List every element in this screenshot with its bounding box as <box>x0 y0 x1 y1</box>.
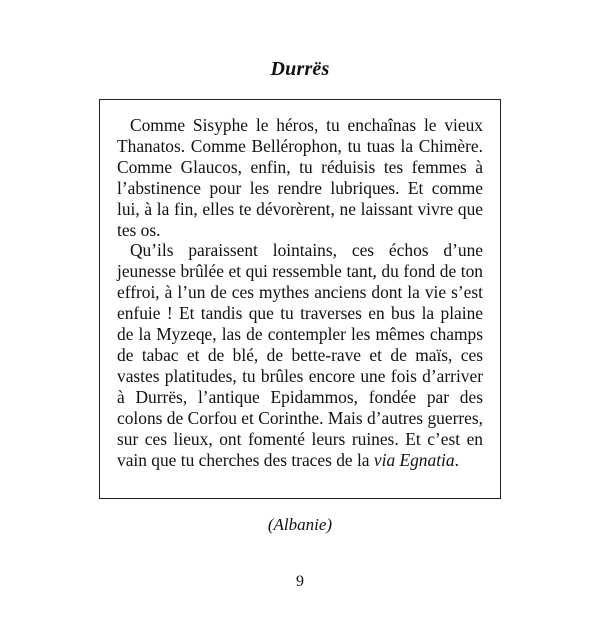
location-caption: (Albanie) <box>267 515 333 534</box>
page-number: 9 <box>296 573 304 590</box>
poem-frame <box>99 99 501 499</box>
poem-paragraph-2 <box>117 240 483 470</box>
poem-paragraph-2-text: Qu’ils paraissent lointains, ces échos d’une jeunesse brûlée et qui ressemble tant, du fond de ton effroi, à l’un de ces mythes anciens dont la vie s’est enfuie ! Et tandis que tu traverses en bus la plaine de la Myzeqe, las de contempler les mêmes champs de tabac et de blé, de bette-rave et de maïs, ces vastes platitudes, tu brûles encore une fois d’arriver à Durrës, l’antique Epidammos, fondée par des colons de Corfou et Corinthe. Mais d’autres guerres, sur ces lieux, ont fomenté leurs ruines. Et c’est en vain que tu cherches des traces de la <box>117 240 483 470</box>
via-egnatia-italic: via Egnatia <box>373 449 455 470</box>
poem-title: Durrës <box>270 58 330 80</box>
poem-body <box>117 115 483 470</box>
final-punctuation: . <box>454 449 459 470</box>
poem-paragraph-1: Comme Sisyphe le héros, tu enchaînas le vieux Thanatos. Comme Bellérophon, tu tuas la Chimère. Comme Glaucos, enfin, tu réduisis tes femmes à l’abstinence pour les rendre lubriques. Et comme lui, à la fin, elles te dévorèrent, ne laissant vivre que tes os. <box>117 115 483 240</box>
